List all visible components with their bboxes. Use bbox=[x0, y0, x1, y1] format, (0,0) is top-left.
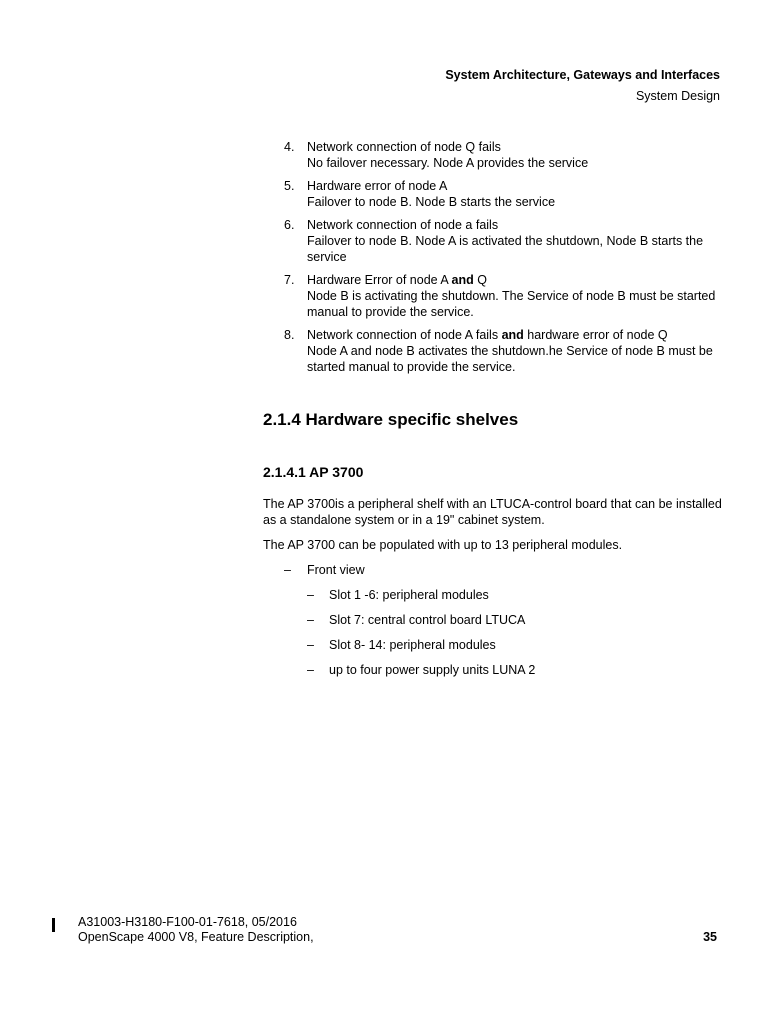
text-segment: Failover to node B. Node A is activated the shutdown, Node B starts the service bbox=[307, 234, 704, 264]
list-item-slot bbox=[263, 662, 723, 678]
text-segment: Node A and node B activates the shutdown.he Service of node B must be started manual to provide the service. bbox=[307, 344, 713, 374]
list-item bbox=[263, 272, 723, 320]
dash-marker: – bbox=[307, 638, 314, 652]
list-item-number: 6. bbox=[284, 218, 295, 232]
section-heading: 2.1.4 Hardware specific shelves bbox=[263, 410, 519, 429]
text-segment: Network connection of node A fails bbox=[307, 328, 502, 342]
dash-marker: – bbox=[307, 588, 314, 602]
text-segment: Hardware Error of node A bbox=[307, 273, 452, 287]
text-segment: Q bbox=[473, 273, 487, 287]
list-item-slot bbox=[263, 587, 723, 603]
capacity-paragraph: The AP 3700 can be populated with up to 13 peripheral modules. bbox=[263, 538, 623, 552]
scenario-outcome bbox=[307, 343, 723, 375]
list-item bbox=[263, 217, 723, 265]
footer-document-title: OpenScape 4000 V8, Feature Description, bbox=[78, 930, 314, 944]
list-item-slot bbox=[263, 637, 723, 653]
scenario-outcome bbox=[307, 233, 723, 265]
dash-marker: – bbox=[307, 613, 314, 627]
scenario-outcome bbox=[307, 194, 723, 210]
running-header-subtitle: System Design bbox=[635, 89, 720, 103]
scenario-condition bbox=[307, 217, 723, 233]
emphasis-text: and bbox=[501, 328, 524, 342]
text-segment: Hardware error of node A bbox=[307, 179, 448, 193]
page-content bbox=[263, 139, 723, 678]
text-segment: Failover to node B. Node B starts the service bbox=[307, 195, 556, 209]
slot-text: Slot 7: central control board LTUCA bbox=[329, 613, 526, 627]
scenario-condition bbox=[307, 327, 723, 343]
text-segment: Network connection of node Q fails bbox=[307, 140, 501, 154]
list-item bbox=[263, 327, 723, 375]
scenario-condition bbox=[307, 178, 723, 194]
failover-scenario-list bbox=[263, 139, 723, 375]
list-item-front-view bbox=[263, 562, 723, 578]
emphasis-text: and bbox=[451, 273, 474, 287]
intro-paragraph: The AP 3700is a peripheral shelf with an LTUCA-control board that can be installed as a standalone system or in a 19" cabinet system. bbox=[263, 497, 722, 527]
dash-marker: – bbox=[284, 563, 291, 577]
slot-text: Slot 8- 14: peripheral modules bbox=[329, 638, 496, 652]
list-item bbox=[263, 139, 723, 171]
scenario-outcome bbox=[307, 288, 723, 320]
scenario-condition bbox=[307, 272, 723, 288]
front-view-list bbox=[263, 562, 723, 678]
list-item-number: 7. bbox=[284, 273, 295, 287]
footer-document-id: A31003-H3180-F100-01-7618, 05/2016 bbox=[78, 915, 297, 929]
text-segment: hardware error of node Q bbox=[523, 328, 668, 342]
text-segment: Node B is activating the shutdown. The Service of node B must be started manual to provide the service. bbox=[307, 289, 716, 319]
slot-text: Slot 1 -6: peripheral modules bbox=[329, 588, 489, 602]
front-view-label: Front view bbox=[307, 563, 365, 577]
text-segment: Network connection of node a fails bbox=[307, 218, 499, 232]
running-header-title: System Architecture, Gateways and Interfaces bbox=[445, 68, 720, 82]
scenario-condition bbox=[307, 139, 723, 155]
change-bar bbox=[52, 918, 55, 932]
list-item bbox=[263, 178, 723, 210]
page-number: 35 bbox=[703, 930, 717, 944]
text-segment: No failover necessary. Node A provides the service bbox=[307, 156, 589, 170]
slot-text: up to four power supply units LUNA 2 bbox=[329, 663, 536, 677]
list-item-number: 8. bbox=[284, 328, 295, 342]
scenario-outcome bbox=[307, 155, 723, 171]
list-item-number: 5. bbox=[284, 179, 295, 193]
list-item-number: 4. bbox=[284, 140, 295, 154]
subsection-heading: 2.1.4.1 AP 3700 bbox=[263, 464, 364, 480]
list-item-slot bbox=[263, 612, 723, 628]
dash-marker: – bbox=[307, 663, 314, 677]
